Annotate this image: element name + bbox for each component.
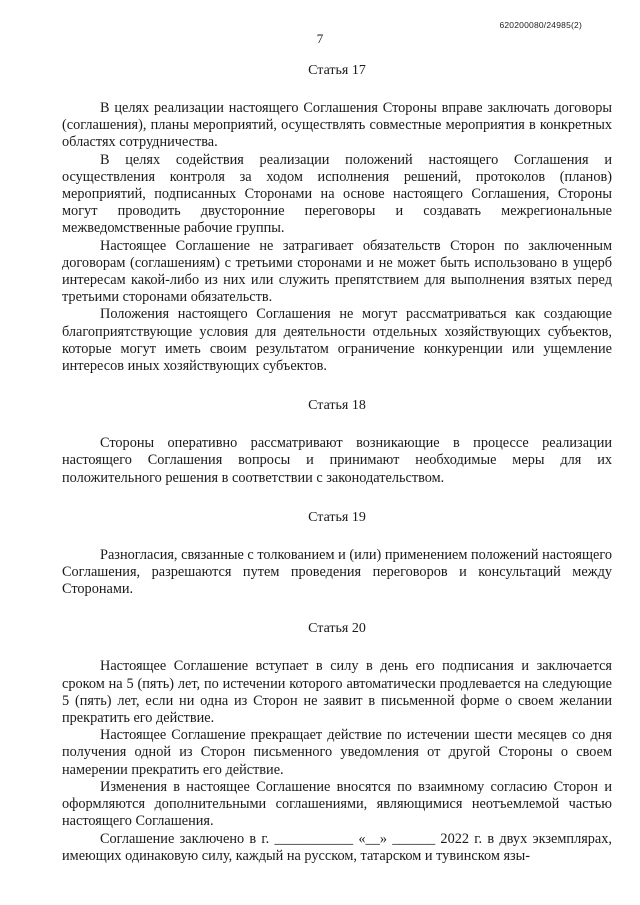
article-heading: Статья 19 bbox=[308, 509, 366, 525]
document-id: 620200080/24985(2) bbox=[499, 20, 582, 30]
paragraph: Изменения в настоящее Соглашение вносятся по взаимному согласию Сторон и оформляются дополнительными соглашениями, являющимися неотъемлемой частью настоящего Соглашения. bbox=[62, 778, 612, 830]
paragraph: В целях реализации настоящего Соглашения Стороны вправе заключать договоры (соглашения), планы мероприятий, осуществлять совместные мероприятия в конкретных областях сотрудничества. bbox=[62, 100, 612, 151]
article-17 bbox=[62, 62, 612, 375]
paragraph: Стороны оперативно рассматривают возникающие в процессе реализации настоящего Соглашения вопросы и принимают необходимые меры для их положительного решения в соответствии с законодательством. bbox=[62, 435, 612, 486]
document-body bbox=[62, 62, 612, 887]
article-heading: Статья 18 bbox=[308, 398, 366, 414]
article-19 bbox=[62, 509, 612, 599]
article-18 bbox=[62, 397, 612, 487]
paragraph: Настоящее Соглашение вступает в силу в день его подписания и заключается сроком на 5 (пять) лет, по истечении которого автоматически продлевается на следующие 5 (пять) лет, если ни одна из Сторон не заявит в письменной форме о своем желании прекратить его действие. bbox=[62, 658, 612, 727]
paragraph: Настоящее Соглашение не затрагивает обязательств Сторон по заключенным договорам (соглашениям) с третьими сторонами и не может быть использовано в ущерб интересам какой-либо из них или служить препятствием для выполнения взятых перед третьими сторонами обязательств. bbox=[62, 237, 612, 306]
article-heading: Статья 20 bbox=[308, 621, 366, 637]
paragraph: Разногласия, связанные с толкованием и (или) применением положений настоящего Соглашения, разрешаются путем проведения переговоров и консультаций между Сторонами. bbox=[62, 546, 612, 598]
paragraph: Настоящее Соглашение прекращает действие по истечении шести месяцев со дня получения одной из Сторон письменного уведомления от другой Стороны о своем намерении прекратить его действие. bbox=[62, 727, 612, 778]
paragraph: В целях содействия реализации положений настоящего Соглашения и осуществления контроля за ходом исполнения решений, протоколов (планов) мероприятий, подписанных Сторонами на основе настоящего Соглашения, Стороны могут проводить двусторонние переговоры и создавать межрегиональные межведомственные рабочие группы. bbox=[62, 151, 612, 237]
article-20 bbox=[62, 620, 612, 864]
article-heading: Статья 17 bbox=[308, 63, 366, 78]
paragraph: Положения настоящего Соглашения не могут рассматриваться как создающие благоприятствующие условия для деятельности отдельных хозяйствующих субъектов, которые могут иметь своим результатом ограничение конкуренции или ущемление интересов иных хозяйствующих субъектов. bbox=[62, 306, 612, 375]
page-number: 7 bbox=[316, 31, 324, 46]
paragraph: Соглашение заключено в г. ___________ «__» ______ 2022 г. в двух экземплярах, имеющих одинаковую силу, каждый на русском, татарском и тувинском язы- bbox=[62, 830, 612, 864]
